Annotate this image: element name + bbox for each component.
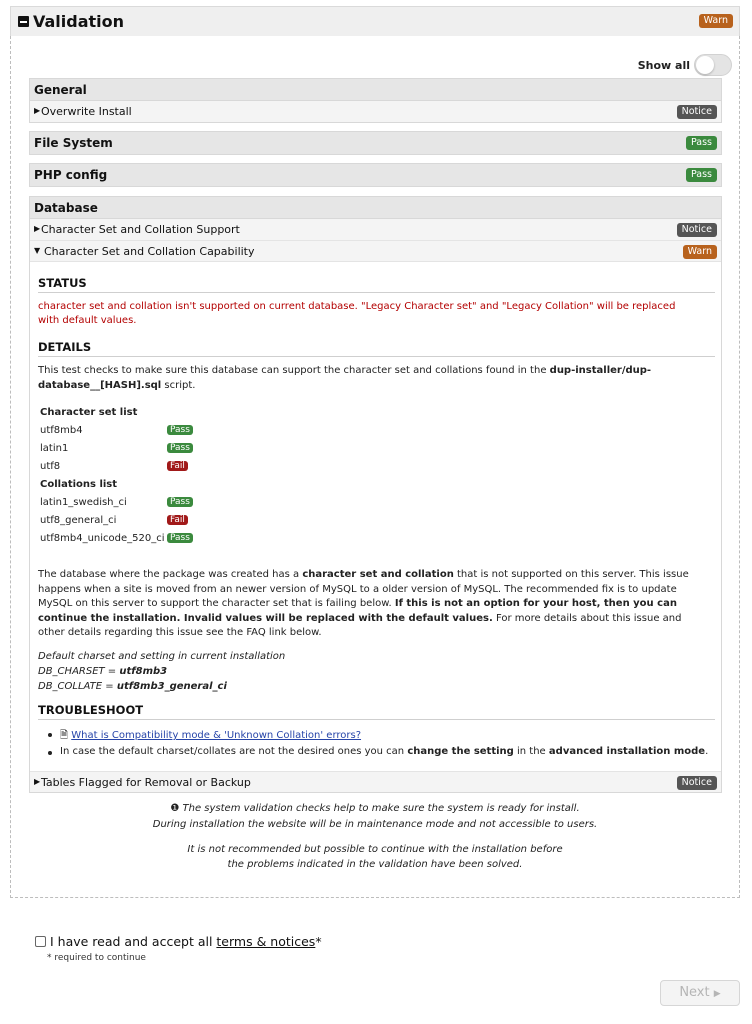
- item-charset-support[interactable]: [30, 219, 721, 240]
- pass-badge: Pass: [167, 533, 193, 543]
- charset-list-heading: Character set list: [40, 407, 138, 418]
- section-php-config-title: PHP config: [34, 168, 108, 182]
- required-note: * required to continue: [47, 953, 146, 963]
- section-file-system[interactable]: [29, 131, 722, 155]
- ts-2e: .: [705, 746, 709, 757]
- validation-note-4: the problems indicated in the validation have been solved.: [227, 859, 523, 870]
- db-collate-value: utf8mb3_general_ci: [116, 681, 227, 692]
- section-php-config[interactable]: [29, 163, 722, 187]
- pass-badge: Pass: [167, 497, 193, 507]
- item-overwrite-install[interactable]: [30, 101, 721, 122]
- db-charset-line: [38, 665, 167, 680]
- item-label: Tables Flagged for Removal or Backup: [41, 776, 251, 789]
- sql-filename: dup-installer/dup-database__[HASH].sql: [38, 365, 652, 391]
- bullet-icon: [48, 751, 52, 755]
- show-all-control: [612, 54, 732, 76]
- section-general: [29, 78, 722, 123]
- troubleshoot-text: [60, 746, 708, 757]
- notice-badge: Notice: [677, 105, 717, 119]
- list-item: [40, 461, 185, 472]
- para-3: that is not supported on this server. This issue happens when a site is moved from an newer version of MySQL to a older version of MySQL. The recommended fix is to update MySQL on this server to support the character set that is failing below.: [38, 569, 689, 609]
- validation-note-3: It is not recommended but possible to continue with the installation before: [187, 844, 563, 855]
- troubleshoot-link-line: [60, 728, 361, 745]
- db-collate-line: [38, 680, 227, 695]
- db-charset-value: utf8mb3: [119, 666, 168, 677]
- accept-terms-checkbox[interactable]: [35, 936, 46, 947]
- list-item: [40, 443, 190, 454]
- section-general-header: [30, 79, 721, 101]
- para-1: The database where the package was created has a: [38, 569, 303, 580]
- caret-right-icon: ▶: [34, 224, 41, 233]
- toggle-knob: [696, 56, 714, 74]
- show-all-label: Show all: [637, 59, 690, 72]
- troubleshoot-heading: TROUBLESHOOT: [38, 703, 715, 720]
- details-heading: DETAILS: [38, 340, 715, 357]
- pass-badge: Pass: [167, 425, 193, 435]
- pass-badge: Pass: [167, 443, 193, 453]
- item-label: Character Set and Collation Capability: [44, 245, 255, 258]
- charset-name: utf8: [40, 461, 61, 472]
- details-text-a: This test checks to make sure this database can support the character set and collations found in the: [38, 365, 550, 376]
- notice-badge: Notice: [677, 223, 717, 237]
- caret-right-icon: ▶: [34, 106, 41, 115]
- fail-badge: Fail: [167, 515, 188, 525]
- item-label: Character Set and Collation Support: [41, 223, 240, 236]
- ts-2c: in the: [513, 746, 549, 757]
- show-all-toggle[interactable]: [694, 54, 732, 76]
- charset-name: utf8mb4: [40, 425, 83, 436]
- chevron-right-icon: ▶: [713, 989, 721, 999]
- db-charset-label: DB_CHARSET =: [38, 666, 120, 677]
- validation-note-1: [10, 801, 740, 816]
- charset-capability-detail: [30, 261, 721, 771]
- status-heading: STATUS: [38, 276, 715, 293]
- section-database-header: [30, 197, 721, 219]
- para-2: character set and collation: [302, 569, 454, 580]
- accept-text: I have read and accept all: [50, 934, 217, 949]
- required-star: *: [315, 934, 322, 949]
- para-4: If this is not an option for your host, then you can continue the installation. Invalid values will be replaced with the default values.: [38, 598, 677, 624]
- ts-2d: advanced installation mode: [548, 746, 706, 757]
- fail-badge: Fail: [167, 461, 188, 471]
- next-label: Next: [679, 985, 710, 1000]
- next-button[interactable]: [660, 980, 740, 1006]
- bullet-icon: [48, 733, 52, 737]
- validation-title: Validation: [33, 12, 125, 31]
- compatibility-faq-link[interactable]: What is Compatibility mode & 'Unknown Collation' errors?: [71, 730, 362, 741]
- caret-down-icon: ▼: [34, 246, 41, 255]
- section-file-system-title: File System: [34, 136, 113, 150]
- collations-list-heading: Collations list: [40, 479, 118, 490]
- pass-badge: Pass: [686, 136, 717, 150]
- list-item: [40, 515, 185, 526]
- accept-terms-label: [50, 934, 322, 949]
- collation-name: latin1_swedish_ci: [40, 497, 127, 508]
- collation-name: utf8_general_ci: [40, 515, 117, 526]
- para-5: For more details about this issue and other details regarding this issue see the FAQ link below.: [38, 612, 682, 638]
- validation-header[interactable]: [10, 6, 740, 36]
- pass-badge: Pass: [686, 168, 717, 182]
- section-general-title: General: [34, 83, 87, 97]
- warn-badge: Warn: [683, 245, 717, 259]
- section-database: [29, 196, 722, 793]
- ts-2a: In case the default charset/collates are not the desired ones you can: [60, 746, 408, 757]
- terms-link[interactable]: terms & notices: [216, 934, 316, 949]
- section-php-config-header[interactable]: [30, 164, 721, 186]
- validation-note-2: During installation the website will be in maintenance mode and not accessible to users.: [152, 819, 598, 830]
- note-1-text: The system validation checks help to make sure the system is ready for install.: [182, 803, 580, 814]
- details-text: [38, 364, 658, 393]
- ts-2b: change the setting: [407, 746, 514, 757]
- status-text: character set and collation isn't supported on current database. "Legacy Character set" and "Legacy Collation" will be replaced with default values.: [38, 301, 676, 326]
- section-database-title: Database: [34, 201, 98, 215]
- collapse-icon[interactable]: [18, 16, 29, 27]
- default-settings-heading: Default charset and setting in current installation: [38, 651, 286, 662]
- validation-status-badge: Warn: [699, 14, 733, 28]
- notice-badge: Notice: [677, 776, 717, 790]
- explanation-paragraph: [38, 568, 708, 641]
- collation-name: utf8mb4_unicode_520_ci: [40, 533, 165, 544]
- details-text-c: script.: [161, 379, 196, 391]
- db-collate-label: DB_COLLATE =: [38, 681, 117, 692]
- info-icon: ❶: [170, 803, 180, 814]
- caret-right-icon: ▶: [34, 777, 41, 786]
- item-tables-flagged[interactable]: [30, 771, 721, 792]
- item-charset-capability[interactable]: [30, 240, 721, 261]
- section-file-system-header[interactable]: [30, 132, 721, 154]
- list-item: [40, 497, 190, 508]
- document-icon: 🗎: [60, 730, 69, 741]
- charset-name: latin1: [40, 443, 69, 454]
- item-label: Overwrite Install: [41, 105, 132, 118]
- list-item: [40, 425, 190, 436]
- list-item: [40, 533, 190, 544]
